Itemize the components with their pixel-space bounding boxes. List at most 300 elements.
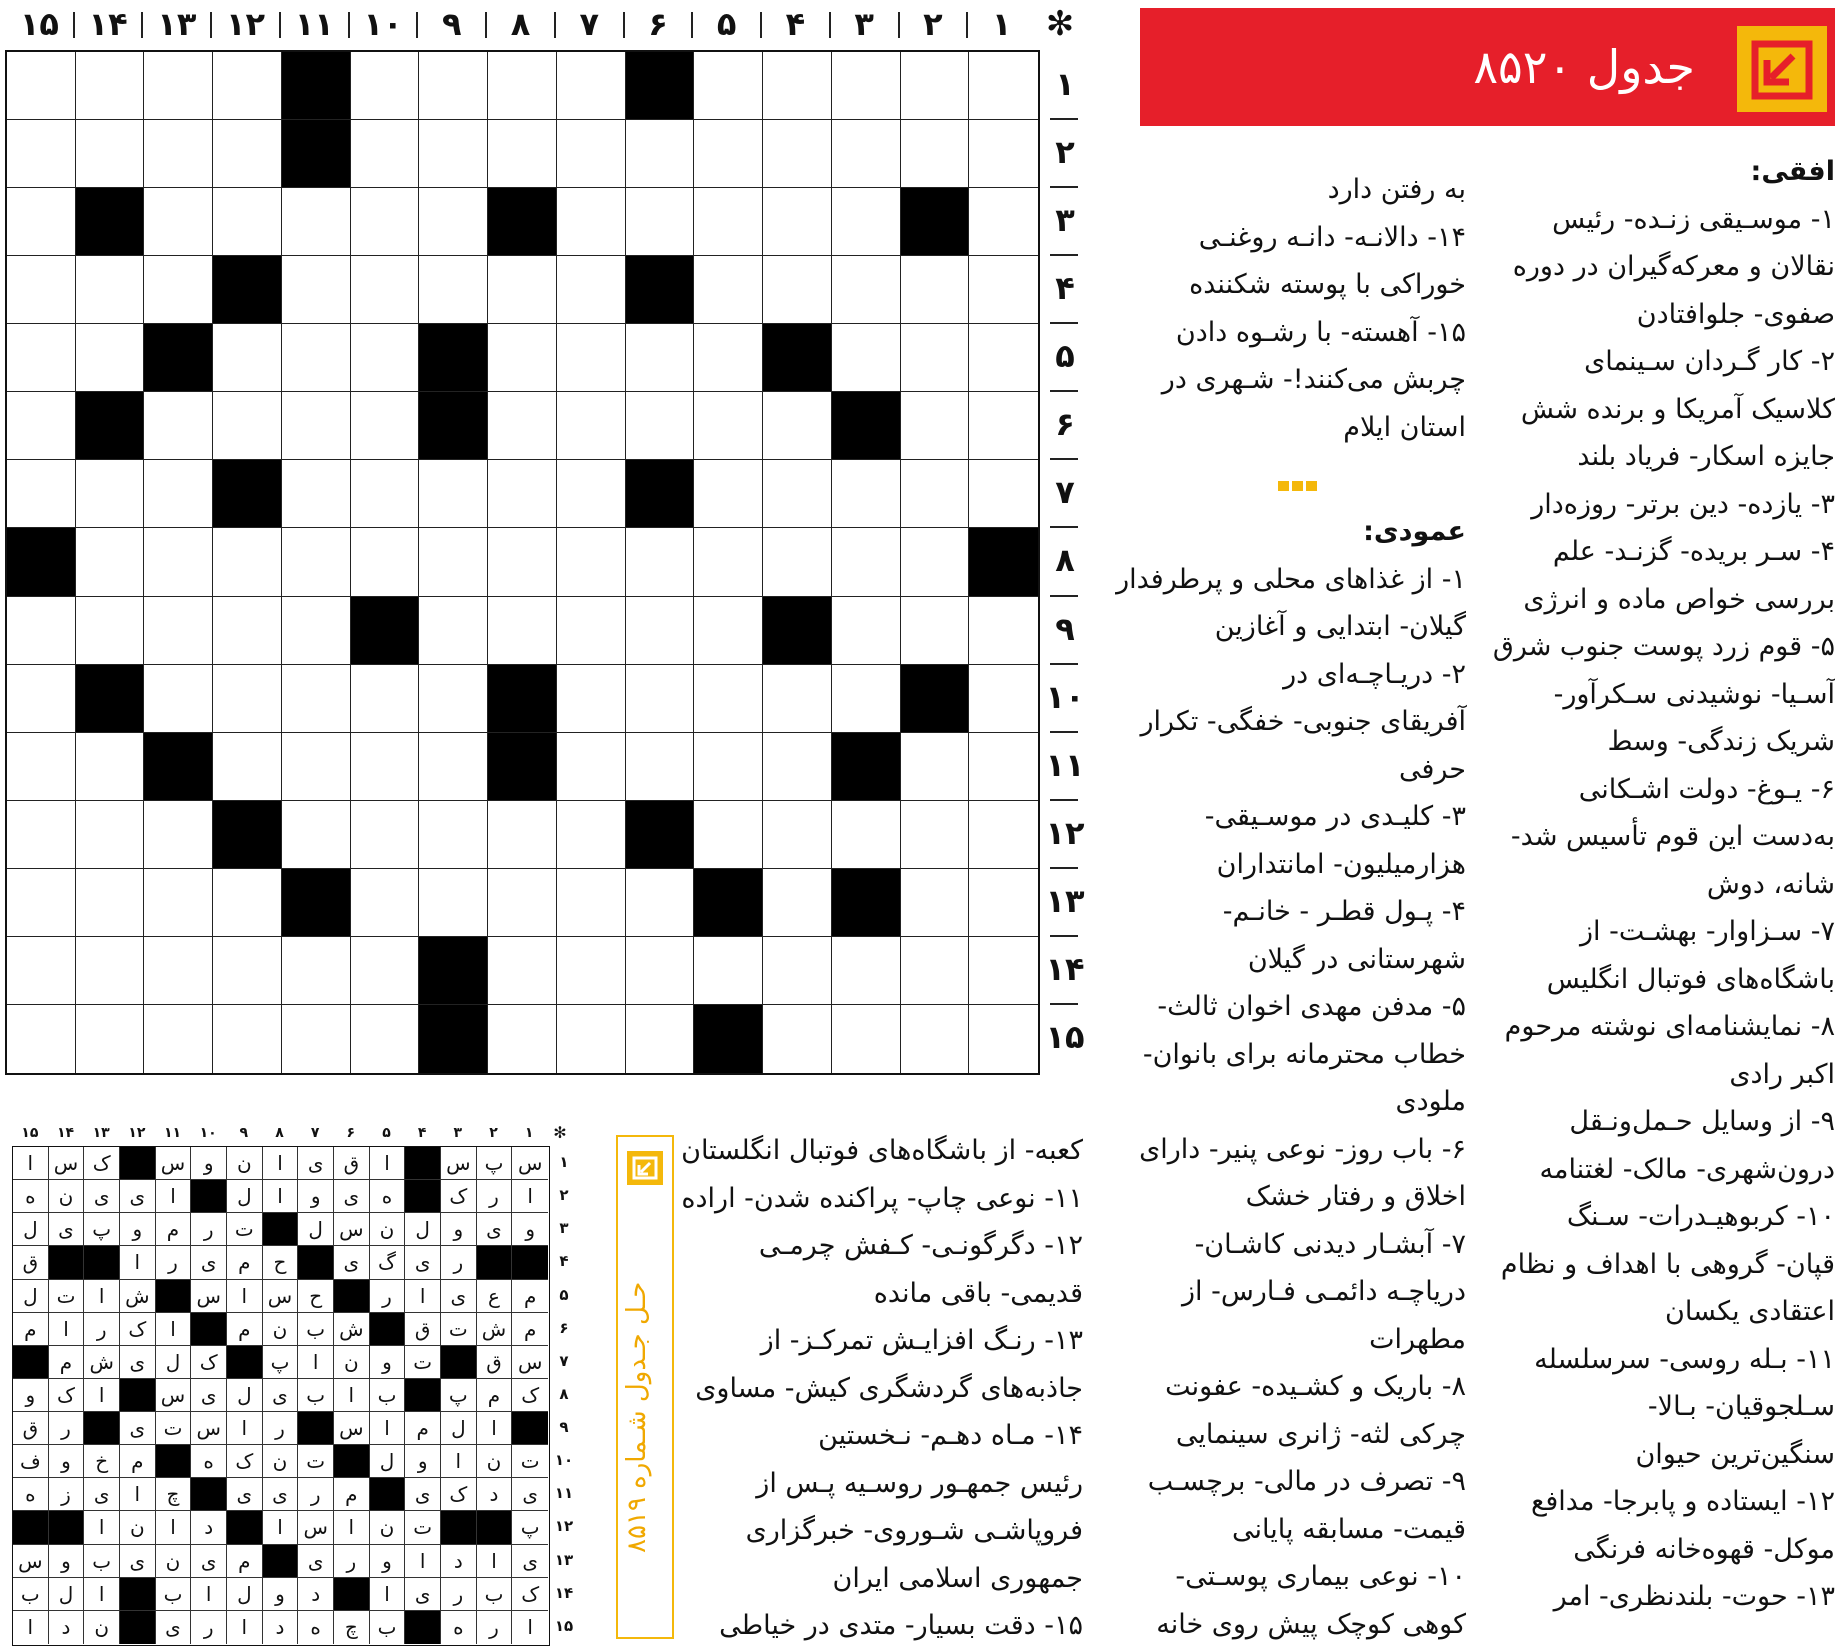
empty-cell[interactable] bbox=[694, 801, 763, 869]
solution-letter-cell: ه bbox=[13, 1180, 49, 1213]
empty-cell[interactable] bbox=[969, 120, 1038, 188]
empty-cell[interactable] bbox=[694, 460, 763, 528]
empty-cell[interactable] bbox=[144, 120, 213, 188]
empty-cell[interactable] bbox=[969, 597, 1038, 665]
empty-cell[interactable] bbox=[557, 597, 626, 665]
empty-cell[interactable] bbox=[351, 188, 420, 256]
empty-cell[interactable] bbox=[7, 188, 76, 256]
solution-letter-cell: س bbox=[334, 1213, 370, 1246]
empty-cell[interactable] bbox=[76, 597, 145, 665]
clue-line: ۲- کار گـردان سـینمای bbox=[1584, 346, 1835, 377]
empty-cell[interactable] bbox=[901, 937, 970, 1005]
clue-line: ۴- پـول قطـر - خانـم- bbox=[1222, 896, 1466, 927]
empty-cell[interactable] bbox=[144, 256, 213, 324]
empty-cell[interactable] bbox=[213, 120, 282, 188]
empty-cell[interactable] bbox=[7, 256, 76, 324]
solution-letter-cell: ک bbox=[120, 1313, 156, 1346]
empty-cell[interactable] bbox=[763, 120, 832, 188]
empty-cell[interactable] bbox=[213, 324, 282, 392]
clue-line: ۴- سـر بریده- گزنـد- علم bbox=[1552, 536, 1835, 567]
empty-cell[interactable] bbox=[144, 392, 213, 460]
empty-cell[interactable] bbox=[282, 597, 351, 665]
row-number: ۱۰ bbox=[1045, 677, 1085, 716]
solution-letter-cell: ا bbox=[441, 1445, 477, 1478]
empty-cell[interactable] bbox=[832, 460, 901, 528]
solution-letter-cell: ی bbox=[263, 1478, 299, 1511]
empty-cell[interactable] bbox=[144, 528, 213, 596]
empty-cell[interactable] bbox=[694, 256, 763, 324]
clue-line: چربش می‌کنند!- شـهری در bbox=[1161, 364, 1466, 395]
empty-cell[interactable] bbox=[901, 801, 970, 869]
block-cell bbox=[419, 324, 488, 392]
empty-cell[interactable] bbox=[351, 324, 420, 392]
clue-line: ۱۰- کربوهیـدرات- سـنگ bbox=[1566, 1201, 1835, 1232]
solution-block-cell bbox=[84, 1412, 120, 1445]
clue-line: سنگین‌ترین حیوان bbox=[1635, 1438, 1835, 1470]
solution-block-cell bbox=[405, 1379, 441, 1412]
empty-cell[interactable] bbox=[76, 256, 145, 324]
empty-cell[interactable] bbox=[694, 665, 763, 733]
clue-line: جمهوری اسلامی ایران bbox=[832, 1562, 1083, 1594]
empty-cell[interactable] bbox=[488, 324, 557, 392]
empty-cell[interactable] bbox=[557, 188, 626, 256]
empty-cell[interactable] bbox=[626, 392, 695, 460]
empty-cell[interactable] bbox=[282, 937, 351, 1005]
empty-cell[interactable] bbox=[213, 937, 282, 1005]
empty-cell[interactable] bbox=[419, 188, 488, 256]
empty-cell[interactable] bbox=[969, 256, 1038, 324]
empty-cell[interactable] bbox=[282, 256, 351, 324]
empty-cell[interactable] bbox=[76, 52, 145, 120]
empty-cell[interactable] bbox=[76, 733, 145, 801]
empty-cell[interactable] bbox=[694, 52, 763, 120]
empty-cell[interactable] bbox=[144, 597, 213, 665]
empty-cell[interactable] bbox=[488, 460, 557, 528]
empty-cell[interactable] bbox=[694, 188, 763, 256]
empty-cell[interactable] bbox=[213, 1005, 282, 1073]
empty-cell[interactable] bbox=[213, 597, 282, 665]
separator-dots bbox=[1278, 476, 1322, 488]
empty-cell[interactable] bbox=[213, 392, 282, 460]
clue-line: ۹- تصرف در مالی- برچسـب bbox=[1147, 1466, 1466, 1497]
empty-cell[interactable] bbox=[144, 52, 213, 120]
empty-cell[interactable] bbox=[969, 324, 1038, 392]
empty-cell[interactable] bbox=[7, 733, 76, 801]
block-cell bbox=[694, 869, 763, 937]
empty-cell[interactable] bbox=[488, 256, 557, 324]
solution-letter-cell: ه bbox=[370, 1180, 406, 1213]
empty-cell[interactable] bbox=[626, 665, 695, 733]
empty-cell[interactable] bbox=[144, 869, 213, 937]
clue-line: ۱۴- دالانـه- دانـه روغنـی bbox=[1198, 221, 1466, 253]
clue-line: اخلاق و رفتار خشک bbox=[1245, 1181, 1466, 1212]
empty-cell[interactable] bbox=[213, 188, 282, 256]
solution-letter-cell: ت bbox=[156, 1412, 192, 1445]
empty-cell[interactable] bbox=[763, 801, 832, 869]
solution-letter-cell: ل bbox=[405, 1213, 441, 1246]
empty-cell[interactable] bbox=[832, 665, 901, 733]
empty-cell[interactable] bbox=[626, 528, 695, 596]
empty-cell[interactable] bbox=[282, 801, 351, 869]
solution-column-number: ۲ bbox=[489, 1125, 498, 1141]
empty-cell[interactable] bbox=[832, 120, 901, 188]
empty-cell[interactable] bbox=[144, 665, 213, 733]
clue-line: شهرستانی در گیلان bbox=[1247, 943, 1466, 975]
empty-cell[interactable] bbox=[626, 324, 695, 392]
empty-cell[interactable] bbox=[282, 392, 351, 460]
clue-line: ۹- از وسایل حـمل‌ونـقل bbox=[1569, 1106, 1835, 1137]
empty-cell[interactable] bbox=[763, 869, 832, 937]
solution-column-number: ۱۴ bbox=[56, 1125, 75, 1141]
empty-cell[interactable] bbox=[557, 528, 626, 596]
solution-letter-cell: م bbox=[227, 1545, 263, 1578]
empty-cell[interactable] bbox=[488, 392, 557, 460]
solution-letter-cell: د bbox=[441, 1545, 477, 1578]
column-number: ۱۳ bbox=[157, 5, 197, 43]
empty-cell[interactable] bbox=[694, 937, 763, 1005]
empty-cell[interactable] bbox=[901, 52, 970, 120]
empty-cell[interactable] bbox=[7, 665, 76, 733]
empty-cell[interactable] bbox=[969, 869, 1038, 937]
solution-letter-cell: ب bbox=[156, 1578, 192, 1611]
crossword-grid bbox=[5, 50, 1040, 1075]
solution-letter-cell: ا bbox=[527, 1614, 533, 1639]
column-separator bbox=[210, 12, 212, 38]
clue-line: باشگاه‌های فوتبال انگلیس bbox=[1546, 963, 1835, 995]
empty-cell[interactable] bbox=[351, 1005, 420, 1073]
column-separator bbox=[73, 12, 75, 38]
solution-block-cell bbox=[263, 1545, 299, 1578]
solution-letter-cell: م bbox=[512, 1280, 548, 1313]
solution-block-cell bbox=[405, 1180, 441, 1213]
empty-cell[interactable] bbox=[832, 324, 901, 392]
empty-cell[interactable] bbox=[144, 801, 213, 869]
solution-letter-cell: ر bbox=[477, 1611, 513, 1644]
empty-cell[interactable] bbox=[144, 937, 213, 1005]
empty-cell[interactable] bbox=[282, 733, 351, 801]
empty-cell[interactable] bbox=[419, 52, 488, 120]
empty-cell[interactable] bbox=[282, 188, 351, 256]
clue-line: ملودی bbox=[1395, 1086, 1466, 1117]
empty-cell[interactable] bbox=[763, 665, 832, 733]
solution-letter-cell: پ bbox=[512, 1511, 548, 1544]
empty-cell[interactable] bbox=[351, 869, 420, 937]
empty-cell[interactable] bbox=[7, 597, 76, 665]
solution-block-cell bbox=[477, 1511, 513, 1544]
empty-cell[interactable] bbox=[351, 665, 420, 733]
empty-cell[interactable] bbox=[832, 1005, 901, 1073]
solution-letter-cell: ب bbox=[13, 1578, 49, 1611]
empty-cell[interactable] bbox=[488, 52, 557, 120]
block-cell bbox=[626, 460, 695, 528]
empty-cell[interactable] bbox=[626, 733, 695, 801]
clue-line: خوراکی با پوسته شکننده bbox=[1189, 269, 1466, 300]
empty-cell[interactable] bbox=[351, 256, 420, 324]
block-cell bbox=[76, 392, 145, 460]
solution-row-number: ۸ bbox=[559, 1384, 569, 1403]
empty-cell[interactable] bbox=[7, 937, 76, 1005]
empty-cell[interactable] bbox=[351, 937, 420, 1005]
empty-cell[interactable] bbox=[351, 528, 420, 596]
solution-row-number: ۱ bbox=[559, 1153, 569, 1171]
empty-cell[interactable] bbox=[763, 1005, 832, 1073]
empty-cell[interactable] bbox=[557, 460, 626, 528]
solution-letter-cell: ت bbox=[441, 1313, 477, 1346]
empty-cell[interactable] bbox=[832, 937, 901, 1005]
solution-letter-cell: ی bbox=[227, 1478, 263, 1511]
empty-cell[interactable] bbox=[557, 256, 626, 324]
column-separator bbox=[760, 12, 762, 38]
empty-cell[interactable] bbox=[763, 937, 832, 1005]
solution-letter-cell: ی bbox=[512, 1478, 548, 1511]
clue-line: خطاب محترمانه برای بانوان- bbox=[1142, 1038, 1466, 1070]
empty-cell[interactable] bbox=[7, 324, 76, 392]
empty-cell[interactable] bbox=[557, 324, 626, 392]
empty-cell[interactable] bbox=[763, 52, 832, 120]
empty-cell[interactable] bbox=[7, 52, 76, 120]
empty-cell[interactable] bbox=[213, 528, 282, 596]
empty-cell[interactable] bbox=[351, 392, 420, 460]
column-number: ۱۰ bbox=[363, 5, 403, 43]
solution-letter-cell: ک bbox=[227, 1445, 263, 1478]
solution-letter-cell: ر bbox=[263, 1412, 299, 1445]
clue-line: ۱- موسـیقی زنـده- رئیس bbox=[1552, 203, 1835, 235]
empty-cell[interactable] bbox=[626, 120, 695, 188]
empty-cell[interactable] bbox=[763, 528, 832, 596]
empty-cell[interactable] bbox=[832, 597, 901, 665]
empty-cell[interactable] bbox=[694, 597, 763, 665]
empty-cell[interactable] bbox=[488, 801, 557, 869]
empty-cell[interactable] bbox=[282, 460, 351, 528]
solution-letter-cell: ق bbox=[334, 1147, 370, 1180]
clue-line: ۱- از غذاهای محلی و پرطرفدار bbox=[1116, 563, 1466, 595]
empty-cell[interactable] bbox=[419, 597, 488, 665]
empty-cell[interactable] bbox=[969, 937, 1038, 1005]
empty-cell[interactable] bbox=[282, 324, 351, 392]
empty-cell[interactable] bbox=[557, 937, 626, 1005]
empty-cell[interactable] bbox=[419, 869, 488, 937]
empty-cell[interactable] bbox=[144, 460, 213, 528]
solution-letter-cell: ی bbox=[191, 1246, 227, 1279]
solution-letter-cell: ا bbox=[13, 1147, 49, 1180]
empty-cell[interactable] bbox=[419, 256, 488, 324]
row-number: ۱ bbox=[1055, 65, 1075, 103]
empty-cell[interactable] bbox=[488, 869, 557, 937]
empty-cell[interactable] bbox=[557, 869, 626, 937]
empty-cell[interactable] bbox=[76, 1005, 145, 1073]
empty-cell[interactable] bbox=[557, 392, 626, 460]
clue-line: به‌دست این قوم تأسیس شد- bbox=[1510, 821, 1835, 852]
empty-cell[interactable] bbox=[419, 120, 488, 188]
empty-cell[interactable] bbox=[763, 256, 832, 324]
empty-cell[interactable] bbox=[557, 733, 626, 801]
solution-letter-cell: ل bbox=[49, 1578, 85, 1611]
empty-cell[interactable] bbox=[763, 460, 832, 528]
empty-cell[interactable] bbox=[832, 256, 901, 324]
empty-cell[interactable] bbox=[488, 1005, 557, 1073]
empty-cell[interactable] bbox=[419, 528, 488, 596]
empty-cell[interactable] bbox=[351, 733, 420, 801]
solution-letter-cell: ا bbox=[49, 1313, 85, 1346]
empty-cell[interactable] bbox=[282, 1005, 351, 1073]
empty-cell[interactable] bbox=[694, 528, 763, 596]
empty-cell[interactable] bbox=[901, 733, 970, 801]
solution-letter-cell: ب bbox=[84, 1545, 120, 1578]
empty-cell[interactable] bbox=[557, 1005, 626, 1073]
solution-block-cell bbox=[84, 1246, 120, 1279]
solution-letter-cell: ی bbox=[191, 1545, 227, 1578]
empty-cell[interactable] bbox=[969, 733, 1038, 801]
empty-cell[interactable] bbox=[282, 528, 351, 596]
solution-label-box bbox=[616, 1135, 674, 1639]
empty-cell[interactable] bbox=[901, 1005, 970, 1073]
empty-cell[interactable] bbox=[832, 528, 901, 596]
empty-cell[interactable] bbox=[76, 528, 145, 596]
empty-cell[interactable] bbox=[488, 597, 557, 665]
empty-cell[interactable] bbox=[557, 801, 626, 869]
empty-cell[interactable] bbox=[488, 937, 557, 1005]
column-number: ۱۴ bbox=[88, 5, 128, 43]
empty-cell[interactable] bbox=[557, 665, 626, 733]
solution-row-number: ۳ bbox=[559, 1219, 569, 1238]
empty-cell[interactable] bbox=[282, 665, 351, 733]
empty-cell[interactable] bbox=[7, 801, 76, 869]
empty-cell[interactable] bbox=[76, 869, 145, 937]
block-cell bbox=[901, 665, 970, 733]
empty-cell[interactable] bbox=[626, 869, 695, 937]
solution-letter-cell: ا bbox=[191, 1578, 227, 1611]
empty-cell[interactable] bbox=[76, 801, 145, 869]
empty-cell[interactable] bbox=[969, 1005, 1038, 1073]
empty-cell[interactable] bbox=[213, 869, 282, 937]
column-number: ۴ bbox=[785, 5, 806, 43]
empty-cell[interactable] bbox=[969, 665, 1038, 733]
solution-letter-cell: ر bbox=[191, 1611, 227, 1644]
solution-letter-cell: ت bbox=[298, 1445, 334, 1478]
solution-column-number: ۶ bbox=[346, 1125, 356, 1141]
empty-cell[interactable] bbox=[76, 937, 145, 1005]
empty-cell[interactable] bbox=[901, 460, 970, 528]
empty-cell[interactable] bbox=[7, 1005, 76, 1073]
empty-cell[interactable] bbox=[901, 528, 970, 596]
column-separator bbox=[554, 12, 556, 38]
clue-line: ۱۴- مـاه دهـم- نـخستین bbox=[818, 1420, 1083, 1451]
empty-cell[interactable] bbox=[832, 801, 901, 869]
empty-cell[interactable] bbox=[901, 392, 970, 460]
empty-cell[interactable] bbox=[626, 597, 695, 665]
empty-cell[interactable] bbox=[419, 733, 488, 801]
empty-cell[interactable] bbox=[694, 392, 763, 460]
empty-cell[interactable] bbox=[763, 188, 832, 256]
empty-cell[interactable] bbox=[901, 597, 970, 665]
solution-letter-cell: ش bbox=[84, 1346, 120, 1379]
empty-cell[interactable] bbox=[969, 801, 1038, 869]
empty-cell[interactable] bbox=[351, 460, 420, 528]
empty-cell[interactable] bbox=[969, 188, 1038, 256]
empty-cell[interactable] bbox=[419, 665, 488, 733]
empty-cell[interactable] bbox=[832, 188, 901, 256]
solution-letter-cell: ی bbox=[405, 1578, 441, 1611]
empty-cell[interactable] bbox=[488, 528, 557, 596]
solution-letter-cell: ا bbox=[263, 1147, 299, 1180]
solution-row-number: ۹ bbox=[559, 1418, 569, 1437]
empty-cell[interactable] bbox=[969, 52, 1038, 120]
solution-letter-cell: د bbox=[263, 1611, 299, 1644]
empty-cell[interactable] bbox=[7, 120, 76, 188]
solution-letter-cell: ب bbox=[298, 1313, 334, 1346]
solution-letter-cell: س bbox=[156, 1379, 192, 1412]
empty-cell[interactable] bbox=[901, 256, 970, 324]
empty-cell[interactable] bbox=[76, 120, 145, 188]
empty-cell[interactable] bbox=[832, 52, 901, 120]
solution-letter-cell: ن bbox=[84, 1611, 120, 1644]
clue-section-heading: عمودی: bbox=[1363, 516, 1466, 547]
empty-cell[interactable] bbox=[901, 120, 970, 188]
block-cell bbox=[626, 256, 695, 324]
solution-letter-cell: ش bbox=[334, 1313, 370, 1346]
empty-cell[interactable] bbox=[419, 801, 488, 869]
empty-cell[interactable] bbox=[969, 392, 1038, 460]
solution-grid bbox=[12, 1146, 550, 1646]
empty-cell[interactable] bbox=[7, 460, 76, 528]
empty-cell[interactable] bbox=[144, 1005, 213, 1073]
empty-cell[interactable] bbox=[626, 1005, 695, 1073]
empty-cell[interactable] bbox=[694, 324, 763, 392]
block-cell bbox=[763, 597, 832, 665]
solution-letter-cell: س bbox=[191, 1280, 227, 1313]
solution-letter-cell: ل bbox=[227, 1379, 263, 1412]
solution-row-number: ۱۵ bbox=[554, 1616, 574, 1635]
solution-letter-cell: م bbox=[227, 1246, 263, 1279]
solution-letter-cell: ک bbox=[441, 1180, 477, 1213]
empty-cell[interactable] bbox=[76, 460, 145, 528]
block-cell bbox=[832, 869, 901, 937]
empty-cell[interactable] bbox=[901, 324, 970, 392]
empty-cell[interactable] bbox=[694, 120, 763, 188]
empty-cell[interactable] bbox=[901, 869, 970, 937]
solution-letter-cell: ن bbox=[263, 1445, 299, 1478]
empty-cell[interactable] bbox=[144, 188, 213, 256]
empty-cell[interactable] bbox=[351, 52, 420, 120]
empty-cell[interactable] bbox=[626, 188, 695, 256]
empty-cell[interactable] bbox=[557, 120, 626, 188]
empty-cell[interactable] bbox=[419, 460, 488, 528]
empty-cell[interactable] bbox=[7, 869, 76, 937]
clue-line: قپان- گروهی با اهداف و نظام bbox=[1500, 1248, 1835, 1280]
empty-cell[interactable] bbox=[351, 801, 420, 869]
row-number: ۹ bbox=[1055, 609, 1075, 648]
empty-cell[interactable] bbox=[213, 665, 282, 733]
empty-cell[interactable] bbox=[7, 392, 76, 460]
row-number: ۱۳ bbox=[1045, 881, 1085, 920]
empty-cell[interactable] bbox=[76, 324, 145, 392]
empty-cell[interactable] bbox=[213, 52, 282, 120]
block-cell bbox=[282, 869, 351, 937]
empty-cell[interactable] bbox=[763, 392, 832, 460]
row-separator bbox=[1050, 731, 1078, 733]
empty-cell[interactable] bbox=[694, 733, 763, 801]
empty-cell[interactable] bbox=[557, 52, 626, 120]
empty-cell[interactable] bbox=[488, 120, 557, 188]
empty-cell[interactable] bbox=[969, 460, 1038, 528]
empty-cell[interactable] bbox=[351, 120, 420, 188]
solution-letter-cell: ل bbox=[441, 1412, 477, 1445]
empty-cell[interactable] bbox=[213, 733, 282, 801]
empty-cell[interactable] bbox=[763, 733, 832, 801]
row-separator bbox=[1050, 526, 1078, 528]
clue-line: حرفی bbox=[1399, 753, 1466, 785]
empty-cell[interactable] bbox=[626, 937, 695, 1005]
